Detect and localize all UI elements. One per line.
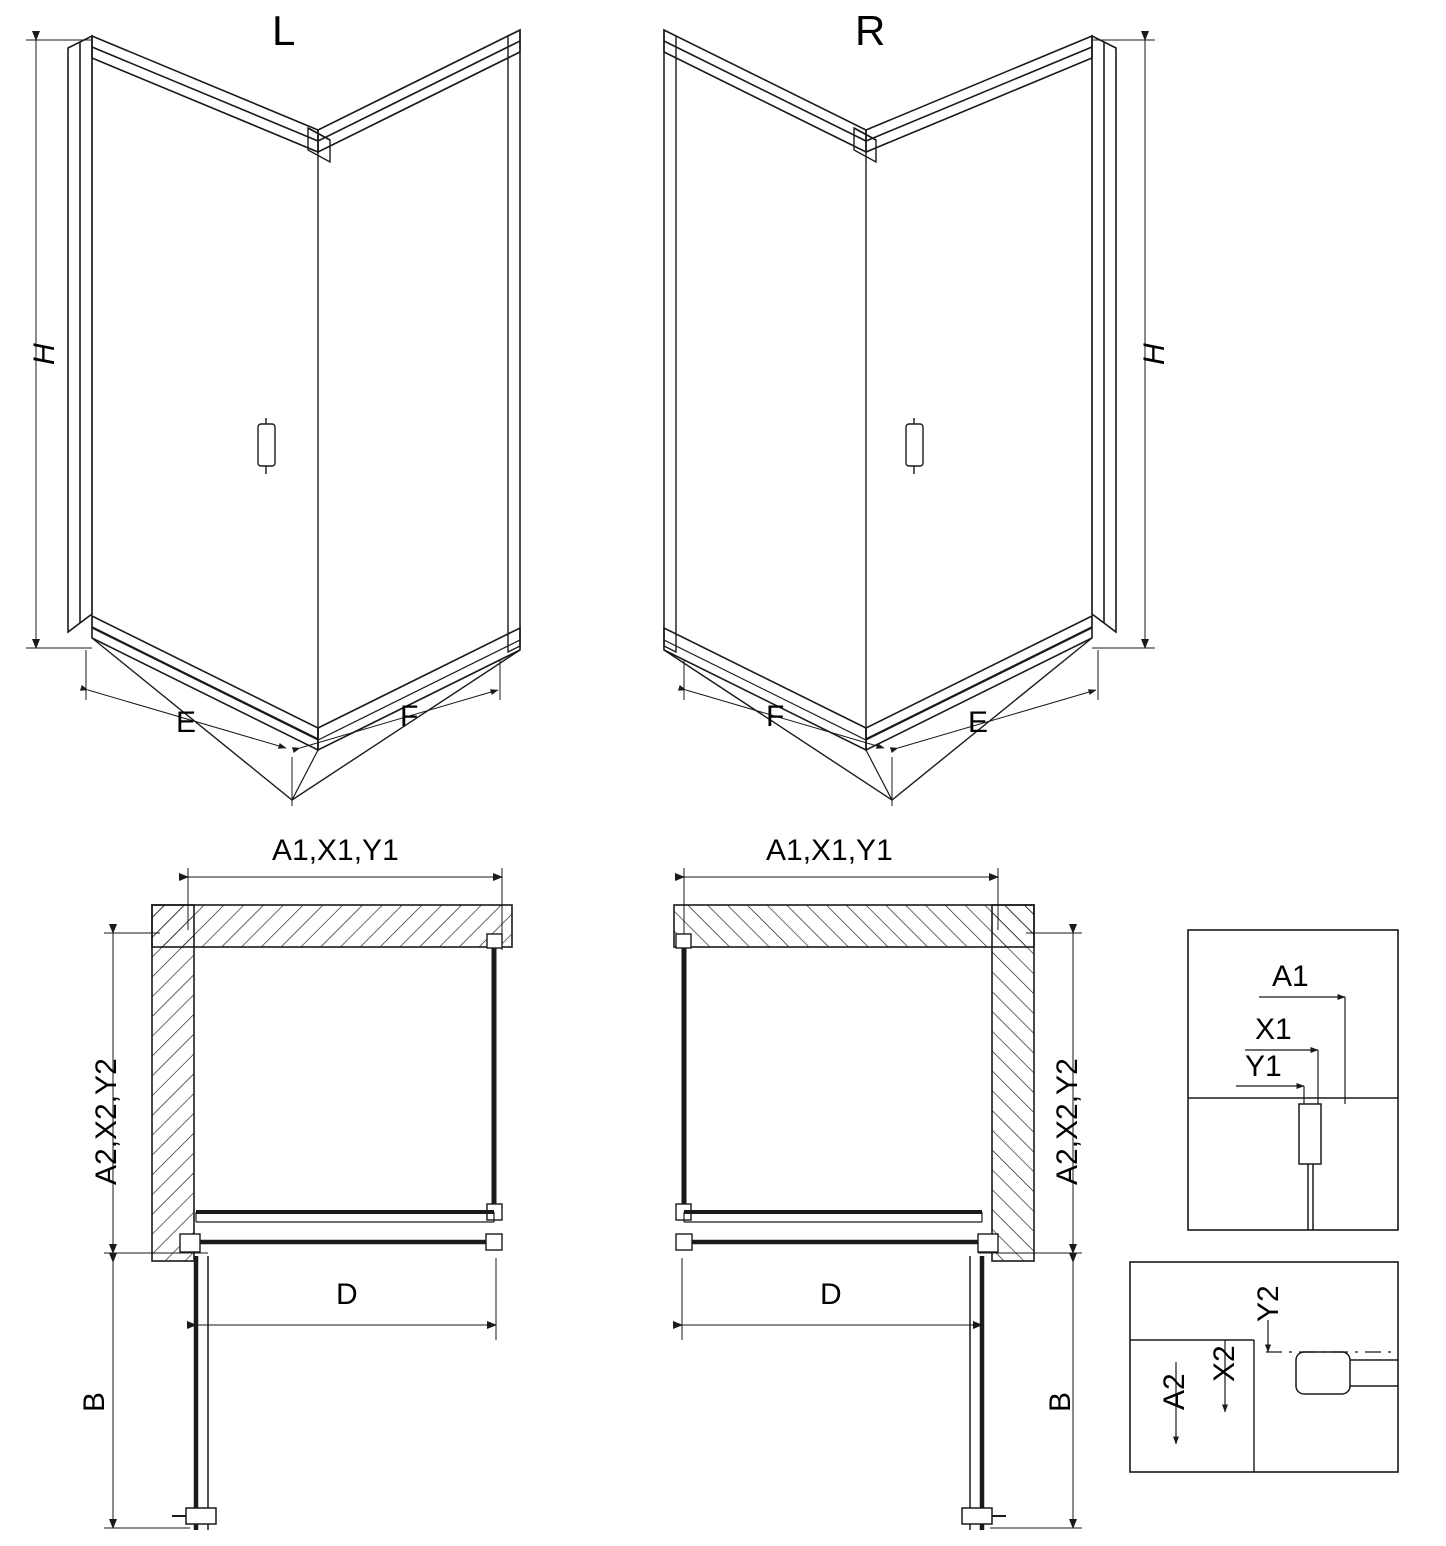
iso-left-height-label: H (28, 343, 61, 365)
plan-left-door-opening: D (336, 1278, 358, 1311)
detail-bottom-label-y2: Y2 (1252, 1285, 1285, 1322)
plan-view-left (104, 868, 512, 1530)
detail-bottom-label-a2: A2 (1158, 1373, 1191, 1410)
iso-view-left (26, 30, 520, 806)
iso-right-variant-label: R (855, 7, 886, 54)
iso-right-depth-label-f: F (766, 700, 785, 733)
iso-right-height-label: H (1138, 343, 1171, 365)
plan-left-side-dimension: A2,X2,Y2 (90, 1058, 123, 1185)
iso-left-depth-label-f: F (400, 700, 419, 733)
iso-view-right (664, 30, 1155, 806)
detail-top-label-x1: X1 (1255, 1013, 1292, 1046)
plan-right-side-dimension: A2,X2,Y2 (1051, 1058, 1084, 1185)
plan-left-top-dimension: A1,X1,Y1 (272, 834, 399, 867)
iso-left-width-label-e: E (176, 706, 197, 739)
plan-right-swing-radius: B (1044, 1391, 1077, 1412)
detail-top-label-y1: Y1 (1245, 1050, 1282, 1083)
plan-left-swing-radius: B (78, 1391, 111, 1412)
detail-top-label-a1: A1 (1272, 960, 1309, 993)
iso-right-width-label-e: E (968, 706, 989, 739)
iso-left-variant-label: L (272, 7, 296, 54)
plan-right-top-dimension: A1,X1,Y1 (766, 834, 893, 867)
plan-right-door-opening: D (820, 1278, 842, 1311)
plan-view-right (674, 868, 1082, 1530)
detail-bottom-label-x2: X2 (1208, 1345, 1241, 1382)
